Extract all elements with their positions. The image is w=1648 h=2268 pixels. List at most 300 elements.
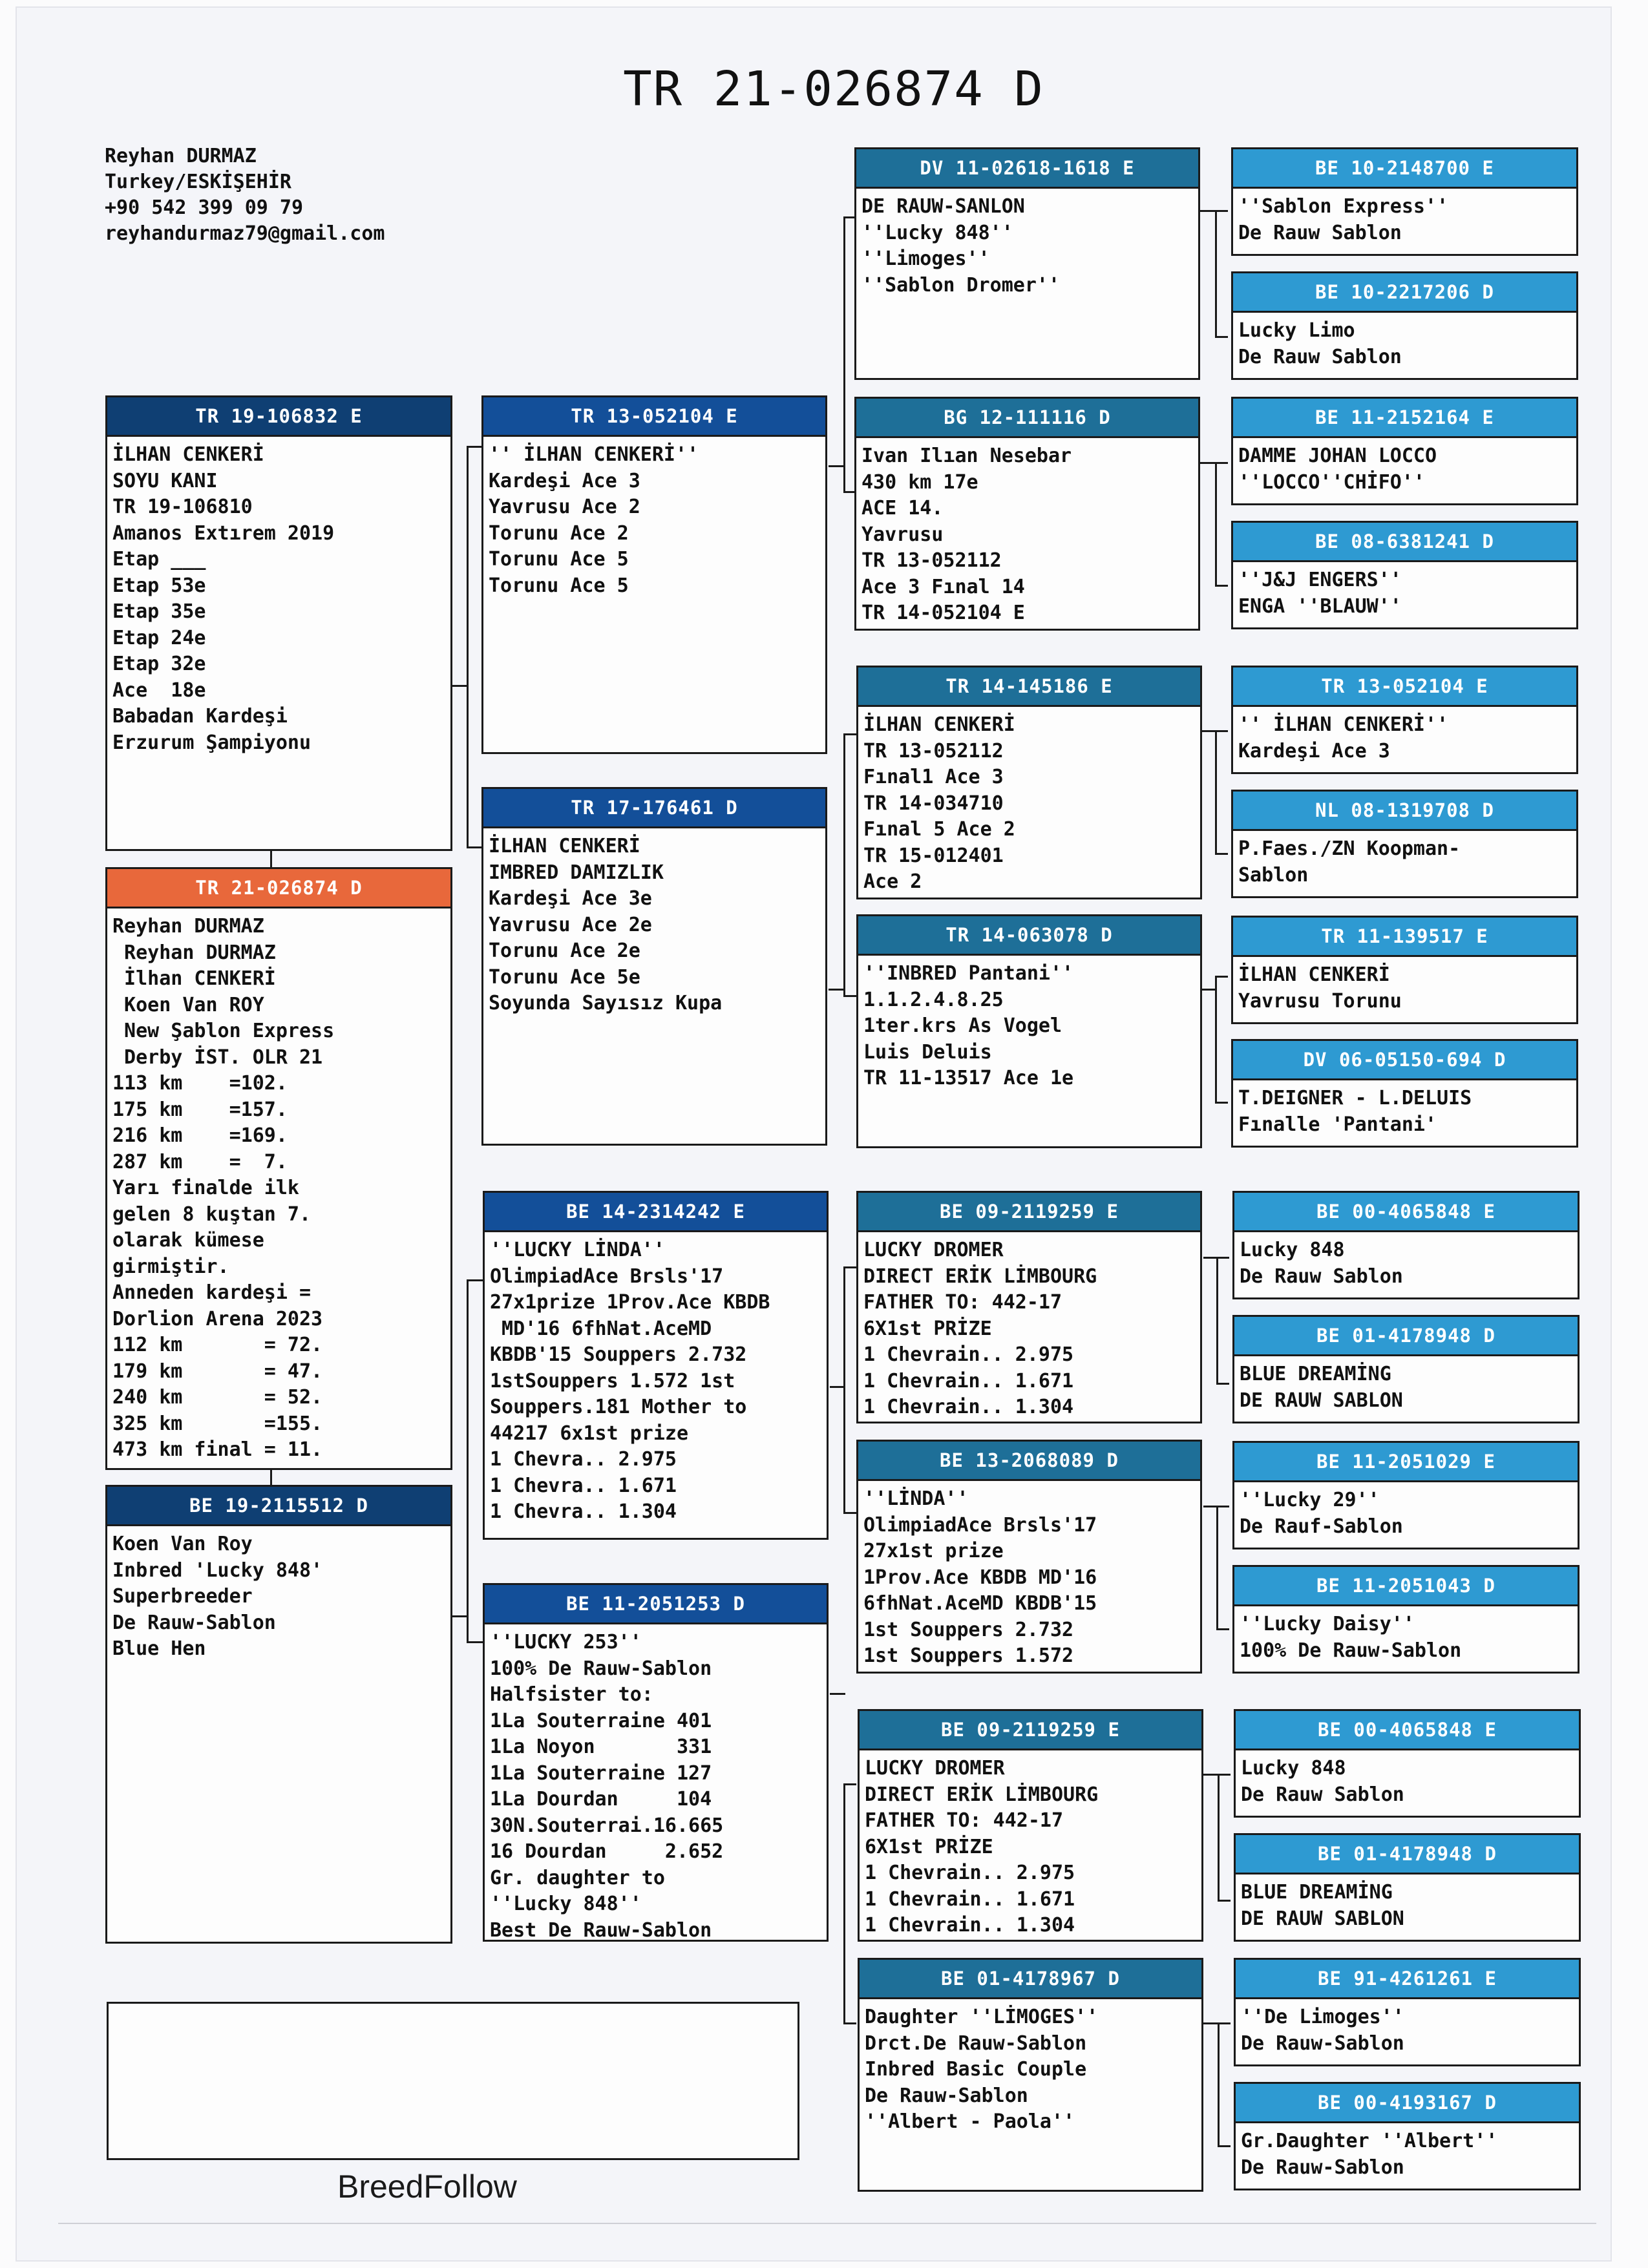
grandparent-card[interactable] <box>483 1191 829 1540</box>
detail-line: Yavrusu Torunu <box>1238 989 1402 1013</box>
gg-grandparent-card[interactable] <box>1231 521 1578 629</box>
great-grandparent-ring: TR 14-145186 E <box>858 667 1200 707</box>
gg-grandparent-ring: TR 11-139517 E <box>1233 918 1576 957</box>
detail-line: ''LUCKY LİNDA'' <box>490 1239 665 1261</box>
detail-line: 1La Dourdan 104 <box>490 1788 712 1811</box>
connector-line <box>467 446 469 846</box>
detail-line: Amanos Extırem 2019 <box>112 521 335 545</box>
great-grandparent-ring: BG 12-111116 D <box>856 399 1198 438</box>
detail-line: OlimpiadAce Brsls'17 <box>490 1265 724 1288</box>
grandparent-card[interactable] <box>481 395 827 754</box>
gg-grandparent-ring: BE 91-4261261 E <box>1236 1960 1579 1999</box>
detail-line: Ivan Ilıan Nesebar <box>861 445 1072 467</box>
detail-line: FATHER TO: 442-17 <box>865 1809 1064 1832</box>
detail-line: De Rauw-Sablon <box>1241 2032 1404 2055</box>
detail-line: olarak kümese <box>112 1229 264 1252</box>
great-grandparent-ring: BE 09-2119259 E <box>858 1193 1200 1232</box>
detail-line: Etap ___ <box>112 548 206 571</box>
detail-line: ''Lucky 848'' <box>490 1893 642 1915</box>
grandparent-details <box>483 437 825 599</box>
gg-grandparent-ring: BE 01-4178948 D <box>1236 1835 1579 1874</box>
detail-line: Reyhan DURMAZ <box>112 941 276 964</box>
detail-line: SOYU KANI <box>112 469 218 492</box>
great-grandparent-card[interactable] <box>854 147 1200 380</box>
detail-line: Fınalle 'Pantani' <box>1238 1113 1437 1136</box>
connector-line <box>452 685 469 687</box>
great-grandparent-details <box>860 1750 1201 1939</box>
connector-line <box>843 1512 856 1514</box>
connector-line <box>270 851 272 867</box>
detail-line: Best De Rauw-Sablon <box>490 1918 712 1942</box>
detail-line: Etap 35e <box>112 600 206 623</box>
detail-line: De Rauw Sablon <box>1238 221 1402 244</box>
gg-grandparent-ring: NL 08-1319708 D <box>1233 792 1576 831</box>
detail-line: Superbreeder <box>112 1585 253 1608</box>
gg-grandparent-details <box>1236 1750 1579 1808</box>
detail-line: İLHAN CENKERİ <box>1238 963 1390 986</box>
detail-line: TR 15-012401 <box>863 844 1004 867</box>
detail-line: 100% De Rauw-Sablon <box>1240 1639 1462 1662</box>
connector-line <box>829 989 845 991</box>
detail-line: 44217 6x1st prize <box>490 1422 689 1445</box>
detail-line: Koen Van ROY <box>112 993 264 1016</box>
detail-line: Daughter ''LİMOGES'' <box>865 2006 1099 2028</box>
great-grandparent-ring: BE 09-2119259 E <box>860 1711 1201 1750</box>
great-grandparent-ring: DV 11-02618-1618 E <box>856 149 1198 189</box>
great-grandparent-details <box>860 1999 1201 2136</box>
gg-grandparent-details <box>1236 1999 1579 2057</box>
detail-line: LUCKY DROMER <box>865 1757 1005 1780</box>
detail-line: Blue Hen <box>112 1637 206 1660</box>
detail-line: 1La Souterraine 401 <box>490 1709 712 1732</box>
detail-line: İlhan CENKERİ <box>112 967 276 990</box>
detail-line: ''LİNDA'' <box>863 1487 969 1510</box>
gg-grandparent-details <box>1233 957 1576 1014</box>
connector-line <box>843 1266 856 1268</box>
detail-line: Souppers.181 Mother to <box>490 1396 747 1418</box>
gg-grandparent-details <box>1233 189 1576 246</box>
connector-line <box>1202 989 1217 991</box>
subject-card[interactable] <box>105 867 452 1470</box>
detail-line: 1stSouppers 1.572 1st <box>490 1369 735 1392</box>
connector-line <box>843 1266 845 1512</box>
gg-grandparent-ring: BE 00-4065848 E <box>1236 1711 1579 1750</box>
gg-grandparent-card[interactable] <box>1234 1833 1581 1942</box>
detail-line: ACE 14. <box>861 497 944 520</box>
detail-line: Inbred Basic Couple <box>865 2058 1087 2081</box>
detail-line: Torunu Ace 5 <box>489 574 629 597</box>
gg-grandparent-details <box>1233 313 1576 370</box>
connector-line <box>1216 1506 1229 1507</box>
gg-grandparent-card[interactable] <box>1231 1039 1578 1148</box>
connector-line <box>1215 462 1228 464</box>
detail-line: FATHER TO: 442-17 <box>863 1291 1062 1314</box>
connector-line <box>1218 1774 1231 1776</box>
connector-line <box>467 1279 483 1281</box>
owner-location: Turkey/ESKİŞEHİR <box>105 171 291 193</box>
detail-line: De Rauw Sablon <box>1238 345 1402 368</box>
page-title: TR 21-026874 D <box>623 61 1044 117</box>
subject-ring: TR 21-026874 D <box>107 869 450 908</box>
detail-line: 27x1st prize <box>863 1540 1004 1562</box>
great-grandparent-card[interactable] <box>856 1191 1202 1423</box>
great-grandparent-ring: BE 13-2068089 D <box>858 1442 1200 1481</box>
detail-line: BLUE DREAMİNG <box>1240 1363 1391 1385</box>
gg-grandparent-card[interactable] <box>1231 271 1578 380</box>
great-grandparent-card[interactable] <box>858 1709 1203 1942</box>
detail-line: 175 km =157. <box>112 1098 288 1121</box>
father-ring: TR 19-106832 E <box>107 397 450 437</box>
grandparent-details <box>483 828 825 1017</box>
detail-line: De Rauw-Sablon <box>112 1611 276 1634</box>
connector-line <box>843 1783 856 1785</box>
detail-line: Gr. daughter to <box>490 1866 665 1889</box>
connector-line <box>1215 976 1217 1102</box>
connector-line <box>1218 2022 1231 2024</box>
detail-line: 287 km = 7. <box>112 1150 288 1173</box>
detail-line: Kardeşi Ace 3e <box>489 887 652 910</box>
detail-line: 1st Souppers 2.732 <box>863 1618 1074 1641</box>
great-grandparent-details <box>858 707 1200 896</box>
detail-line: ''Sablon Express'' <box>1238 195 1449 218</box>
detail-line: Erzurum Şampiyonu <box>112 731 312 754</box>
great-grandparent-details <box>856 438 1198 627</box>
detail-line: MD'16 6fhNat.AceMD <box>490 1317 712 1340</box>
gg-grandparent-card[interactable] <box>1231 397 1578 505</box>
detail-line: IMBRED DAMIZLIK <box>489 861 664 884</box>
bottom-divider <box>58 2223 1596 2224</box>
detail-line: P.Faes./ZN Koopman- <box>1238 837 1461 860</box>
connector-line <box>467 846 481 848</box>
gg-grandparent-card[interactable] <box>1232 1565 1579 1674</box>
detail-line: 240 km = 52. <box>112 1386 323 1409</box>
detail-line: De Rauw-Sablon <box>1241 2156 1404 2179</box>
detail-line: 112 km = 72. <box>112 1334 323 1356</box>
connector-line <box>1215 210 1228 212</box>
detail-line: Yavrusu Ace 2 <box>489 496 640 518</box>
connector-line <box>467 446 481 448</box>
detail-line: İLHAN CENKERİ <box>489 835 640 857</box>
detail-line: 1st Souppers 1.572 <box>863 1644 1074 1667</box>
detail-line: De Rauw-Sablon <box>865 2084 1028 2107</box>
detail-line: Ace 3 Fınal 14 <box>861 575 1025 598</box>
grandparent-card[interactable] <box>483 1583 829 1942</box>
owner-phone: +90 542 399 09 79 <box>105 196 304 219</box>
gg-grandparent-ring: BE 00-4193167 D <box>1236 2084 1579 2123</box>
detail-line: DIRECT ERİK LİMBOURG <box>865 1783 1099 1806</box>
detail-line: ENGA ''BLAUW'' <box>1238 594 1402 618</box>
detail-line: ''J&J ENGERS'' <box>1238 569 1402 591</box>
detail-line: Kardeşi Ace 3 <box>1238 739 1390 762</box>
mother-card[interactable] <box>105 1485 452 1944</box>
detail-line: ''LOCCO''CHİFO'' <box>1238 470 1425 494</box>
detail-line: Etap 53e <box>112 574 206 597</box>
connector-line <box>452 1615 469 1617</box>
connector-line <box>1216 1257 1229 1259</box>
owner-email: reyhandurmaz79@gmail.com <box>105 222 385 245</box>
detail-line: Torunu Ace 5 <box>489 548 629 571</box>
connector-line <box>1218 2022 1220 2145</box>
connector-line <box>1215 730 1228 732</box>
gg-grandparent-card[interactable] <box>1234 2082 1581 2190</box>
gg-grandparent-card[interactable] <box>1231 147 1578 256</box>
detail-line: TR 14-052104 E <box>861 602 1025 624</box>
gg-grandparent-ring: BE 10-2148700 E <box>1233 149 1576 189</box>
great-grandparent-ring: TR 14-063078 D <box>858 916 1200 956</box>
gg-grandparent-ring: BE 01-4178948 D <box>1234 1317 1578 1356</box>
connector-line <box>843 2022 856 2024</box>
subject-details <box>107 908 450 1464</box>
gg-grandparent-details <box>1236 2123 1579 2181</box>
detail-line: 1.1.2.4.8.25 <box>863 988 1004 1011</box>
connector-line <box>843 1783 845 2022</box>
gg-grandparent-details <box>1233 707 1576 764</box>
detail-line: Ace 2 <box>863 870 922 893</box>
connector-line <box>1216 1628 1229 1630</box>
gg-grandparent-card[interactable] <box>1231 666 1578 774</box>
detail-line: 1 Chevrain.. 1.671 <box>865 1887 1075 1911</box>
detail-line: T.DEIGNER - L.DELUIS <box>1238 1087 1472 1109</box>
detail-line: 325 km =155. <box>112 1412 323 1435</box>
grandparent-ring: BE 14-2314242 E <box>485 1193 827 1232</box>
gg-grandparent-card[interactable] <box>1231 916 1578 1024</box>
detail-line: Soyunda Sayısız Kupa <box>489 992 723 1014</box>
gg-grandparent-details <box>1234 1606 1578 1664</box>
detail-line: ''INBRED Pantani'' <box>863 962 1074 985</box>
gg-grandparent-details <box>1233 831 1576 888</box>
detail-line: Fınal1 Ace 3 <box>863 766 1004 788</box>
connector-line <box>829 465 845 467</box>
gg-grandparent-details <box>1234 1232 1578 1290</box>
detail-line: Torunu Ace 2e <box>489 940 640 962</box>
detail-line: ''Sablon Dromer'' <box>861 273 1061 297</box>
detail-line: Luis Deluis <box>863 1040 992 1064</box>
detail-line: 27x1prize 1Prov.Ace KBDB <box>490 1291 770 1314</box>
detail-line: Koen Van Roy <box>112 1533 253 1555</box>
owner-name: Reyhan DURMAZ <box>105 145 257 167</box>
detail-line: ''Lucky Daisy'' <box>1240 1613 1415 1635</box>
detail-line: 216 km =169. <box>112 1124 288 1147</box>
detail-line: Inbred 'Lucky 848' <box>112 1559 323 1582</box>
detail-line: BLUE DREAMİNG <box>1241 1881 1393 1904</box>
grandparent-details <box>485 1232 827 1526</box>
detail-line: 6fhNat.AceMD KBDB'15 <box>863 1592 1097 1615</box>
detail-line: Yarı finalde ilk <box>112 1177 299 1199</box>
detail-line: 30N.Souterrai.16.665 <box>490 1814 724 1837</box>
detail-line: Halfsister to: <box>490 1683 653 1706</box>
detail-line: De Rauw Sablon <box>1241 1783 1404 1806</box>
great-grandparent-card[interactable] <box>858 1958 1203 2192</box>
gg-grandparent-card[interactable] <box>1232 1315 1579 1423</box>
detail-line: DAMME JOHAN LOCCO <box>1238 445 1437 467</box>
connector-line <box>843 733 845 995</box>
great-grandparent-card[interactable] <box>856 666 1202 899</box>
detail-line: Lucky 848 <box>1241 1757 1346 1780</box>
detail-line: 179 km = 47. <box>112 1360 323 1383</box>
connector-line <box>1215 1102 1228 1104</box>
mother-ring: BE 19-2115512 D <box>107 1487 450 1526</box>
detail-line: DE RAUW-SANLON <box>861 195 1025 218</box>
detail-line: İLHAN CENKERİ <box>112 443 264 466</box>
detail-line: Babadan Kardeşi <box>112 705 288 728</box>
detail-line: 6X1st PRİZE <box>865 1835 993 1858</box>
grandparent-ring: TR 13-052104 E <box>483 397 825 437</box>
detail-line: 1 Chevrain.. 1.671 <box>863 1369 1074 1392</box>
father-card[interactable] <box>105 395 452 851</box>
great-grandparent-card[interactable] <box>856 1440 1202 1674</box>
detail-line: 1 Chevra.. 1.671 <box>490 1474 677 1497</box>
detail-line: Lucky Limo <box>1238 319 1355 342</box>
detail-line: 6X1st PRİZE <box>863 1317 992 1340</box>
detail-line: 1La Noyon 331 <box>490 1736 712 1758</box>
detail-line: 1 Chevrain.. 1.304 <box>865 1914 1075 1937</box>
grandparent-ring: BE 11-2051253 D <box>485 1585 827 1624</box>
great-grandparent-details <box>856 189 1198 299</box>
gg-grandparent-details <box>1233 1080 1576 1138</box>
detail-line: 100% De Rauw-Sablon <box>490 1657 712 1680</box>
connector-line <box>1215 730 1217 853</box>
detail-line: TR 14-034710 <box>863 792 1004 815</box>
detail-line: 16 Dourdan 2.652 <box>490 1840 724 1863</box>
detail-line: Torunu Ace 2 <box>489 521 629 545</box>
detail-line: girmiştir. <box>112 1255 229 1278</box>
connector-line <box>1218 1774 1220 1900</box>
detail-line: 1 Chevrain.. 2.975 <box>865 1862 1075 1884</box>
great-grandparent-details <box>858 1481 1200 1670</box>
gg-grandparent-details <box>1234 1356 1578 1414</box>
connector-line <box>270 1470 272 1485</box>
detail-line: 473 km final = 11. <box>112 1438 323 1461</box>
connector-line <box>467 1279 469 1641</box>
gg-grandparent-ring: DV 06-05150-694 D <box>1233 1041 1576 1080</box>
connector-line <box>1215 976 1228 978</box>
detail-line: ''Albert - Paola'' <box>865 2110 1075 2133</box>
connector-line <box>830 1693 845 1695</box>
detail-line: DIRECT ERİK LİMBOURG <box>863 1265 1097 1288</box>
detail-line: DE RAUW SABLON <box>1240 1389 1403 1412</box>
detail-line: Gr.Daughter ''Albert'' <box>1241 2130 1498 2152</box>
gg-grandparent-ring: BE 11-2152164 E <box>1233 399 1576 438</box>
detail-line: '' İLHAN CENKERİ'' <box>1238 713 1449 736</box>
gg-grandparent-card[interactable] <box>1232 1191 1579 1299</box>
detail-line: TR 13-052112 <box>863 739 1004 762</box>
gg-grandparent-ring: BE 10-2217206 D <box>1233 273 1576 313</box>
gg-grandparent-ring: BE 08-6381241 D <box>1233 523 1576 562</box>
great-grandparent-details <box>858 1232 1200 1421</box>
detail-line: ''Lucky 29'' <box>1240 1489 1380 1511</box>
grandparent-ring: TR 17-176461 D <box>483 789 825 828</box>
detail-line: Yavrusu <box>861 523 944 546</box>
detail-line: De Rauf-Sablon <box>1240 1515 1403 1538</box>
detail-line: 1 Chevrain.. 1.304 <box>863 1396 1074 1418</box>
detail-line: Drct.De Rauw-Sablon <box>865 2032 1087 2055</box>
connector-line <box>1218 1900 1231 1902</box>
breedfollow-logo: BreedFollow <box>337 2168 517 2205</box>
detail-line: 430 km 17e <box>861 470 978 494</box>
detail-line: De Rauw Sablon <box>1240 1265 1403 1288</box>
mother-details <box>107 1526 450 1663</box>
gg-grandparent-card[interactable] <box>1232 1441 1579 1549</box>
detail-line: Lucky 848 <box>1240 1239 1345 1261</box>
gg-grandparent-details <box>1236 1874 1579 1932</box>
connector-line <box>830 1386 845 1388</box>
gg-grandparent-details <box>1234 1482 1578 1540</box>
detail-line: Kardeşi Ace 3 <box>489 469 640 492</box>
gg-grandparent-details <box>1233 438 1576 496</box>
detail-line: Etap 24e <box>112 626 206 649</box>
detail-line: DE RAUW SABLON <box>1241 1907 1404 1930</box>
detail-line: Torunu Ace 5e <box>489 965 640 989</box>
detail-line: Reyhan DURMAZ <box>112 915 264 938</box>
detail-line: İLHAN CENKERİ <box>863 713 1015 736</box>
connector-line <box>1215 585 1228 587</box>
detail-line: Anneden kardeşi = <box>112 1281 312 1304</box>
detail-line: Ace 18e <box>112 678 206 702</box>
detail-line: 1 Chevra.. 2.975 <box>490 1448 677 1471</box>
detail-line: Dorlion Arena 2023 <box>112 1307 323 1330</box>
detail-line: ''Limoges'' <box>861 247 990 270</box>
detail-line: gelen 8 kuştan 7. <box>112 1202 312 1226</box>
gg-grandparent-card[interactable] <box>1234 1709 1581 1818</box>
connector-line <box>843 216 845 491</box>
grandparent-details <box>485 1624 827 1944</box>
notes-box[interactable] <box>107 2002 799 2160</box>
connector-line <box>1216 1506 1218 1628</box>
detail-line: Fınal 5 Ace 2 <box>863 818 1015 841</box>
father-details <box>107 437 450 756</box>
detail-line: Etap 32e <box>112 653 206 675</box>
great-grandparent-card[interactable] <box>854 397 1200 631</box>
detail-line: 1 Chevrain.. 2.975 <box>863 1343 1074 1366</box>
connector-line <box>1215 336 1228 338</box>
detail-line: KBDB'15 Souppers 2.732 <box>490 1343 747 1366</box>
connector-line <box>843 995 856 997</box>
connector-line <box>1216 1383 1229 1385</box>
connector-line <box>1215 853 1228 855</box>
connector-line <box>467 1641 483 1643</box>
great-grandparent-details <box>858 956 1200 1092</box>
detail-line: TR 19-106810 <box>112 496 253 518</box>
detail-line: TR 11-13517 Ace 1e <box>863 1067 1074 1089</box>
detail-line: New Şablon Express <box>112 1020 335 1042</box>
detail-line: ''De Limoges'' <box>1241 2006 1404 2028</box>
detail-line: OlimpiadAce Brsls'17 <box>863 1513 1097 1537</box>
detail-line: Sablon <box>1238 863 1309 887</box>
gg-grandparent-ring: BE 00-4065848 E <box>1234 1193 1578 1232</box>
gg-grandparent-card[interactable] <box>1234 1958 1581 2066</box>
great-grandparent-card[interactable] <box>856 914 1202 1148</box>
detail-line: 1 Chevra.. 1.304 <box>490 1500 677 1523</box>
detail-line: '' İLHAN CENKERİ'' <box>489 443 699 466</box>
grandparent-card[interactable] <box>481 787 827 1146</box>
gg-grandparent-ring: BE 11-2051043 D <box>1234 1567 1578 1606</box>
connector-line <box>1218 2145 1231 2147</box>
gg-grandparent-ring: TR 13-052104 E <box>1233 667 1576 707</box>
detail-line: TR 13-052112 <box>861 549 1002 572</box>
gg-grandparent-card[interactable] <box>1231 790 1578 898</box>
detail-line: 113 km =102. <box>112 1072 288 1095</box>
owner-info <box>105 143 385 247</box>
connector-line <box>843 733 856 735</box>
detail-line: ''Lucky 848'' <box>861 221 1013 244</box>
detail-line: ''LUCKY 253'' <box>490 1631 642 1654</box>
detail-line: 1La Souterraine 127 <box>490 1761 712 1785</box>
gg-grandparent-details <box>1233 562 1576 620</box>
detail-line: 1Prov.Ace KBDB MD'16 <box>863 1566 1097 1589</box>
detail-line: LUCKY DROMER <box>863 1239 1004 1261</box>
connector-line <box>1216 1257 1218 1383</box>
connector-line <box>1215 462 1217 585</box>
